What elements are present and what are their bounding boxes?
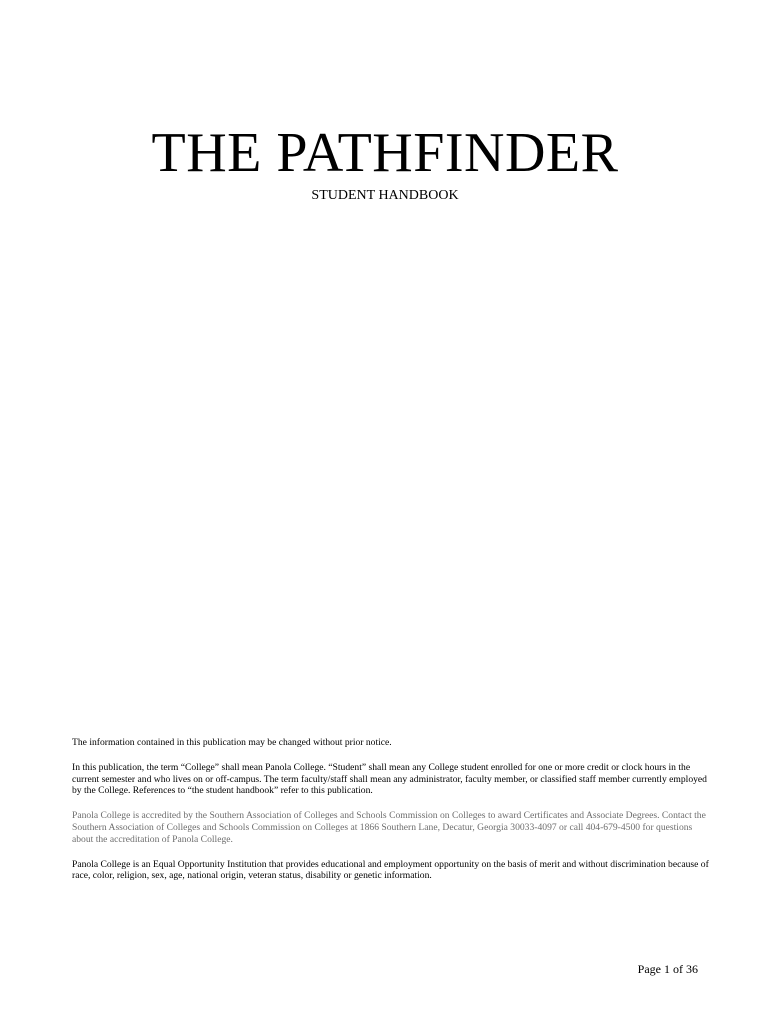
equal-opportunity-paragraph: Panola College is an Equal Opportunity Institution that provides educational and employment opportunity on the basis of merit and without discrimination because of race, color, religion, sex, age, national origin, veteran status, disability or genetic information. xyxy=(72,858,709,882)
document-title: THE PATHFINDER xyxy=(151,122,619,184)
notice-paragraph: The information contained in this publication may be changed without prior notice. xyxy=(72,737,392,748)
accreditation-paragraph: Panola College is accredited by the Southern Association of Colleges and Schools Commission on Colleges to award Certificates and Associate Degrees. Contact the Southern Association of Colleges and Schools Commission on Colleges at 1866 Southern Lane, Decatur, Georgia 30033-4097 or call 404-679-4500 for questions about the accreditation of Panola College. xyxy=(72,810,706,845)
document-subtitle: STUDENT HANDBOOK xyxy=(311,188,459,203)
page-number: Page 1 of 36 xyxy=(637,962,698,976)
definitions-paragraph: In this publication, the term “College” shall mean Panola College. “Student” shall mean any College student enrolled for one or more credit or clock hours in the current semester and who lives on or off-campus. The term faculty/staff shall mean any administrator, faculty member, or classified staff member currently employed by the College. References to “the student handbook” refer to this publication. xyxy=(72,761,707,797)
document-notes xyxy=(72,737,712,895)
